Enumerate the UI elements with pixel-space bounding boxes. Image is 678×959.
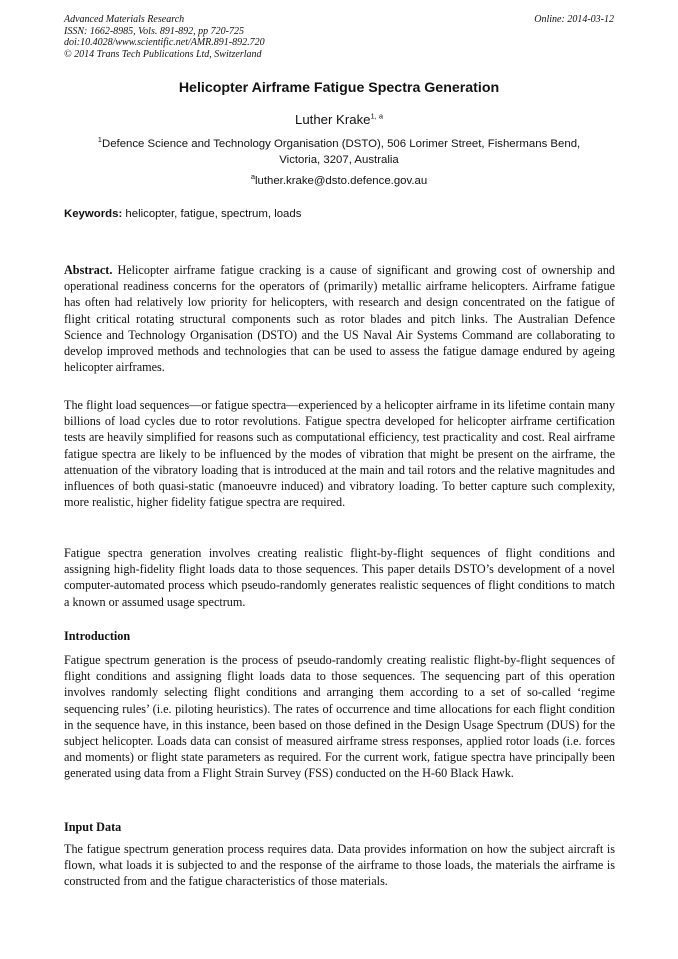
introduction-paragraph: Fatigue spectrum generation is the process of pseudo-randomly creating realistic flight-by-flight sequences of flight conditions and assigning flight loads data to those sequences. The sequencing part of this operation involves randomly selecting flight conditions and arranging them according to a set of so-called ‘regime sequencing rules’ (i.e. piloting heuristics). The rates of occurrence and time allocations for each flight condition in the sequence have, in this instance, been based on those defined in the Design Usage Spectrum (DUS) for the subject helicopter. Loads data can consist of measured airframe stress responses, applied rotor loads (i.e. forces and moments) or flight state parameters as required. For the current work, fatigue spectra have principally been generated using data from a Flight Strain Survey (FSS) conducted on the H-60 Black Hawk. bbox=[64, 653, 615, 781]
keywords bbox=[64, 208, 301, 220]
author-name: Luther Krake bbox=[294, 112, 371, 127]
email-address: luther.krake@dsto.defence.gov.au bbox=[254, 175, 428, 187]
affiliation-superscript: 1 bbox=[97, 135, 102, 145]
issn-line: ISSN: 1662-8985, Vols. 891-892, pp 720-725 bbox=[64, 25, 244, 37]
abstract-text-1: Helicopter airframe fatigue cracking is a cause of significant and growing cost of ownership and operational readiness concerns for the operators of (primarily) metallic airframe helicopters. Airframe fatigue has often had relatively low priority for helicopters, with research and design concentrated on the fatigue of flight critical rotating structural components such as rotor blades and pitch links. The Australian Defence Science and Technology Organisation (DSTO) and the US Naval Air Systems Command are collaborating to develop improved methods and technologies that can be used to assess the fatigue damage endured by ageing helicopter airframes. bbox=[64, 263, 616, 375]
copyright-line: © 2014 Trans Tech Publications Ltd, Switzerland bbox=[64, 48, 262, 60]
author-line bbox=[64, 112, 614, 127]
abstract-paragraph-3: Fatigue spectra generation involves creating realistic flight-by-flight sequences of flight conditions and assigning high-fidelity flight loads data to those sequences. This paper details DSTO’s development of a novel computer-automated process which pseudo-randomly generates realistic sequences of flight conditions to match a known or assumed usage spectrum. bbox=[64, 546, 615, 609]
affiliation bbox=[64, 137, 614, 168]
email-line bbox=[64, 172, 614, 187]
doi-line: doi:10.4028/www.scientific.net/AMR.891-892.720 bbox=[64, 37, 265, 49]
affiliation-line-1 bbox=[64, 137, 614, 153]
input-data-heading: Input Data bbox=[64, 820, 122, 834]
affiliation-text-1: Defence Science and Technology Organisation (DSTO), 506 Lorimer Street, Fishermans Bend, bbox=[101, 138, 581, 150]
abstract-paragraph-1 bbox=[64, 262, 615, 375]
keywords-label: Keywords: bbox=[64, 208, 123, 220]
online-date: Online: 2014-03-12 bbox=[534, 14, 614, 25]
introduction-heading: Introduction bbox=[64, 629, 131, 643]
author-superscript: 1, a bbox=[370, 111, 384, 121]
journal-name: Advanced Materials Research bbox=[64, 14, 185, 25]
abstract-label: Abstract. bbox=[64, 263, 113, 277]
input-data-paragraph: The fatigue spectrum generation process requires data. Data provides information on how the subject aircraft is flown, what loads it is subjected to and the response of the airframe to those loads, the materials the airframe is constructed from and the fatigue characteristics of those materials. bbox=[64, 842, 615, 889]
email-superscript: a bbox=[250, 172, 255, 182]
affiliation-line-2: Victoria, 3207, Australia bbox=[279, 153, 399, 166]
journal-header bbox=[64, 14, 265, 60]
paper-title: Helicopter Airframe Fatigue Spectra Generation bbox=[178, 80, 500, 96]
keywords-text: helicopter, fatigue, spectrum, loads bbox=[125, 208, 302, 220]
abstract-paragraph-2: The flight load sequences—or fatigue spectra—experienced by a helicopter airframe in its lifetime contain many billions of load cycles due to rotor revolutions. Fatigue spectra developed for helicopter airframe certification tests are heavily simplified for reasons such as computational efficiency, test practicality and cost. Real airframe fatigue spectra are likely to be influenced by the modes of vibration that might be present on the airframe, the attenuation of the vibratory loading that is introduced at the main and tail rotors and the relative magnitudes and influences of both quasi-static (manoeuvre induced) and vibratory loading. To better capture such complexity, more realistic, higher fidelity fatigue spectra are required. bbox=[64, 398, 615, 510]
